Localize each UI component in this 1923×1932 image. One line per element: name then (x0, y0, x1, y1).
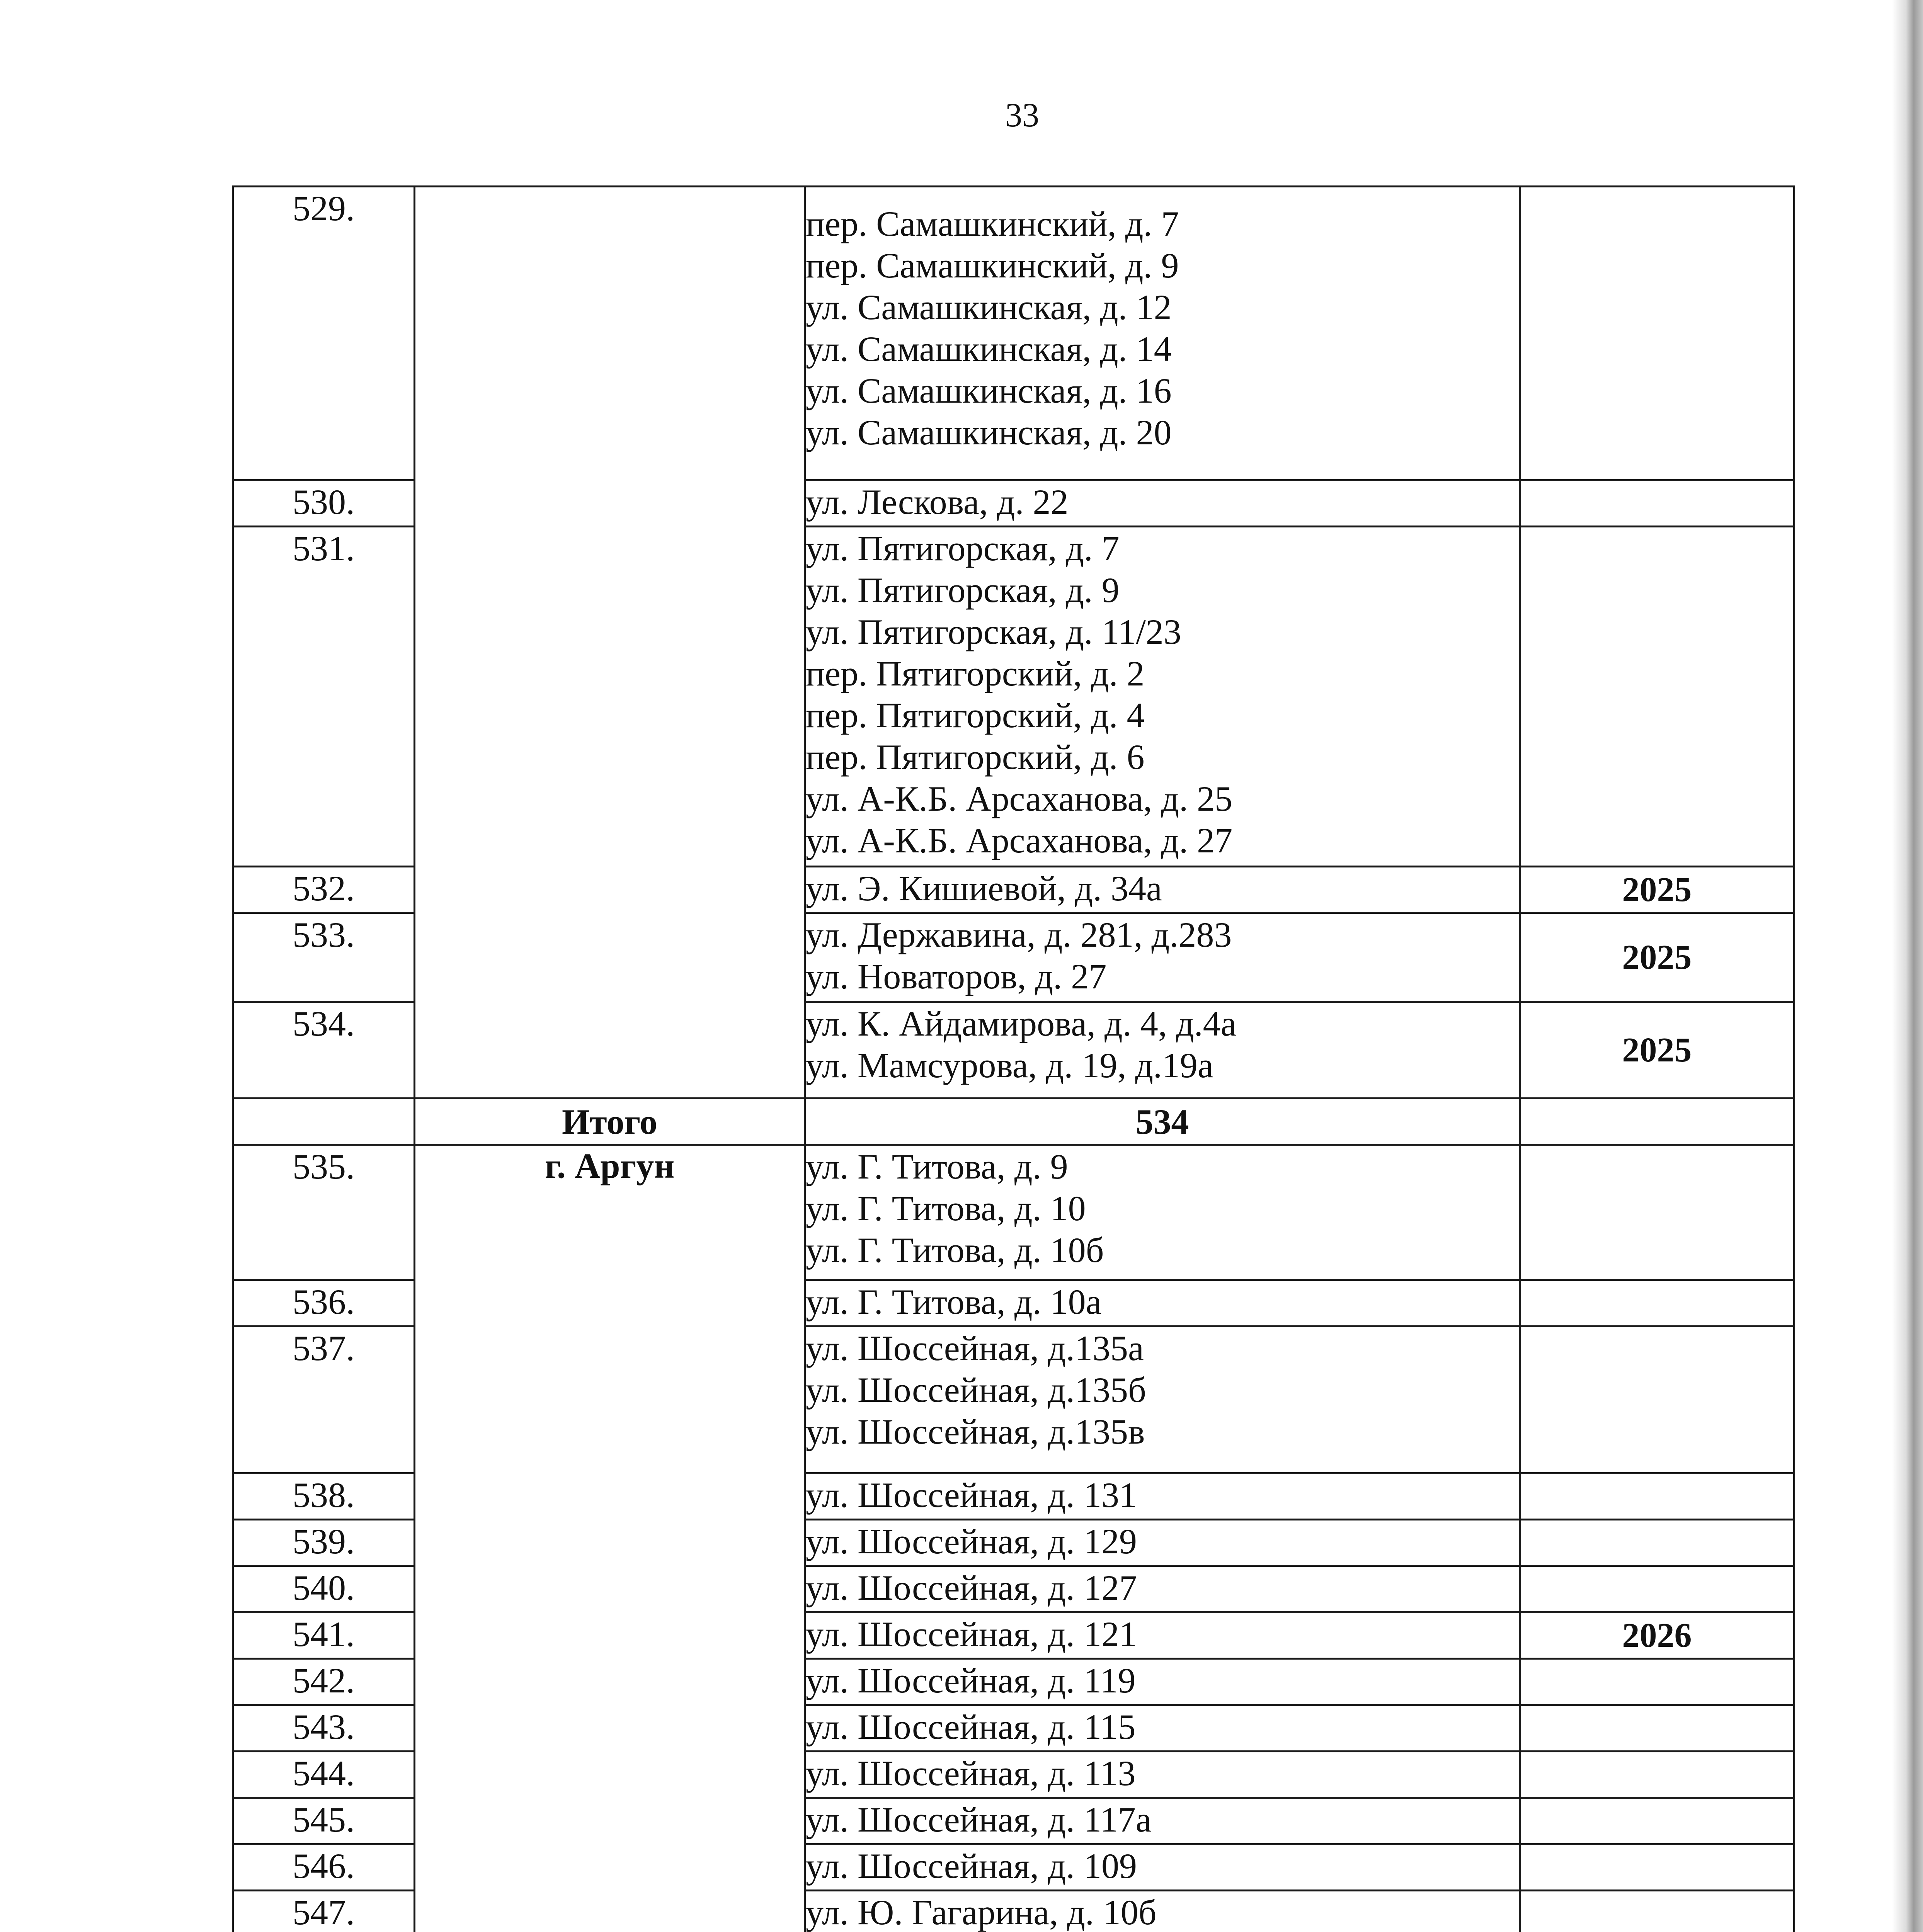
address-line: ул. Г. Титова, д. 10а (806, 1282, 1102, 1321)
address-line: ул. А-К.Б. Арсаханова, д. 27 (806, 821, 1233, 860)
address-cell (805, 913, 1520, 1002)
address-line: ул. Самашкинская, д. 16 (806, 371, 1172, 410)
table-row (233, 1145, 1794, 1280)
address-cell (805, 1844, 1520, 1891)
address-line: пер. Пятигорский, д. 4 (806, 696, 1145, 735)
table-row (233, 187, 1794, 480)
row-number: 547. (233, 1891, 415, 1932)
address-cell (805, 187, 1520, 480)
row-number: 543. (233, 1705, 415, 1752)
address-line: пер. Пятигорский, д. 6 (806, 737, 1145, 777)
page-edge-shadow (1892, 0, 1923, 1932)
total-value: 534 (805, 1099, 1520, 1145)
address-line: ул. Э. Кишиевой, д. 34а (806, 869, 1162, 908)
year-cell (1520, 1891, 1794, 1932)
year-cell (1520, 1566, 1794, 1612)
address-cell (805, 1520, 1520, 1566)
address-line: пер. Самашкинский, д. 7 (806, 204, 1179, 243)
row-number: 537. (233, 1327, 415, 1473)
year-cell (1520, 1659, 1794, 1705)
address-line: ул. Самашкинская, д. 14 (806, 329, 1172, 369)
year-cell (1520, 187, 1794, 480)
row-number: 541. (233, 1612, 415, 1659)
address-line: ул. Шоссейная, д. 113 (806, 1753, 1136, 1793)
row-number: 535. (233, 1145, 415, 1280)
address-cell (805, 1659, 1520, 1705)
address-cell (805, 1002, 1520, 1099)
address-line: ул. Лескова, д. 22 (806, 482, 1069, 522)
address-line: ул. Мамсурова, д. 19, д.19а (806, 1046, 1213, 1085)
year-cell (1520, 1844, 1794, 1891)
address-cell (805, 1612, 1520, 1659)
address-line: пер. Пятигорский, д. 2 (806, 654, 1145, 693)
address-cell (805, 1280, 1520, 1327)
total-row (233, 1099, 1794, 1145)
area-name-cell: г. Аргун (415, 1145, 805, 1932)
row-number: 544. (233, 1752, 415, 1798)
address-line: ул. Шоссейная, д. 115 (806, 1707, 1136, 1747)
row-number: 530. (233, 480, 415, 527)
row-number: 538. (233, 1473, 415, 1520)
row-number: 545. (233, 1798, 415, 1844)
address-line: ул. А-К.Б. Арсаханова, д. 25 (806, 779, 1233, 818)
address-line: ул. Г. Титова, д. 10б (806, 1230, 1104, 1270)
address-line: ул. Шоссейная, д.135а (806, 1328, 1144, 1368)
address-cell (805, 1566, 1520, 1612)
address-cell (805, 527, 1520, 867)
address-table (232, 185, 1795, 1932)
page-number: 33 (1005, 97, 1039, 134)
address-line: ул. Шоссейная, д. 131 (806, 1475, 1137, 1515)
address-line: ул. Шоссейная, д.135б (806, 1370, 1146, 1410)
address-line: пер. Самашкинский, д. 9 (806, 246, 1179, 285)
address-line: ул. Шоссейная, д. 109 (806, 1846, 1137, 1886)
total-year-empty (1520, 1099, 1794, 1145)
year-cell: 2025 (1520, 1002, 1794, 1099)
address-line: ул. Шоссейная, д. 119 (806, 1661, 1136, 1700)
row-number: 529. (233, 187, 415, 480)
address-cell (805, 1327, 1520, 1473)
address-line: ул. Державина, д. 281, д.283 (806, 915, 1232, 954)
total-label: Итого (415, 1099, 805, 1145)
year-cell: 2025 (1520, 913, 1794, 1002)
year-cell (1520, 1327, 1794, 1473)
address-line: ул. К. Айдамирова, д. 4, д.4а (806, 1004, 1237, 1043)
address-line: ул. Шоссейная, д. 129 (806, 1522, 1137, 1561)
row-number: 539. (233, 1520, 415, 1566)
row-number: 534. (233, 1002, 415, 1099)
year-cell (1520, 1752, 1794, 1798)
address-line: ул. Самашкинская, д. 20 (806, 413, 1172, 452)
area-empty-cell (415, 187, 805, 1099)
address-line: ул. Шоссейная, д.135в (806, 1412, 1145, 1451)
address-line: ул. Пятигорская, д. 11/23 (806, 612, 1181, 651)
year-cell (1520, 527, 1794, 867)
year-cell (1520, 1280, 1794, 1327)
address-cell (805, 1705, 1520, 1752)
row-number: 542. (233, 1659, 415, 1705)
address-line: ул. Шоссейная, д. 121 (806, 1614, 1137, 1654)
year-cell (1520, 1520, 1794, 1566)
address-cell (805, 1145, 1520, 1280)
address-cell (805, 1752, 1520, 1798)
address-line: ул. Пятигорская, д. 9 (806, 570, 1120, 610)
row-number: 536. (233, 1280, 415, 1327)
address-line: ул. Ю. Гагарина, д. 10б (806, 1893, 1157, 1932)
year-cell (1520, 1145, 1794, 1280)
year-cell (1520, 480, 1794, 527)
address-cell (805, 1798, 1520, 1844)
address-table-body (233, 187, 1794, 1932)
address-cell (805, 1891, 1520, 1932)
year-cell (1520, 1473, 1794, 1520)
address-line: ул. Пятигорская, д. 7 (806, 529, 1120, 568)
row-number: 533. (233, 913, 415, 1002)
address-line: ул. Г. Титова, д. 9 (806, 1147, 1068, 1186)
year-cell: 2026 (1520, 1612, 1794, 1659)
address-cell (805, 1473, 1520, 1520)
year-cell: 2025 (1520, 867, 1794, 913)
address-line: ул. Шоссейная, д. 127 (806, 1568, 1137, 1607)
row-number: 531. (233, 527, 415, 867)
address-cell (805, 867, 1520, 913)
year-cell (1520, 1798, 1794, 1844)
address-line: ул. Шоссейная, д. 117а (806, 1800, 1152, 1839)
address-line: ул. Новаторов, д. 27 (806, 957, 1107, 996)
total-empty-cell (233, 1099, 415, 1145)
row-number: 546. (233, 1844, 415, 1891)
address-cell (805, 480, 1520, 527)
address-line: ул. Г. Титова, д. 10 (806, 1189, 1086, 1228)
year-cell (1520, 1705, 1794, 1752)
row-number: 540. (233, 1566, 415, 1612)
row-number: 532. (233, 867, 415, 913)
address-line: ул. Самашкинская, д. 12 (806, 287, 1172, 327)
